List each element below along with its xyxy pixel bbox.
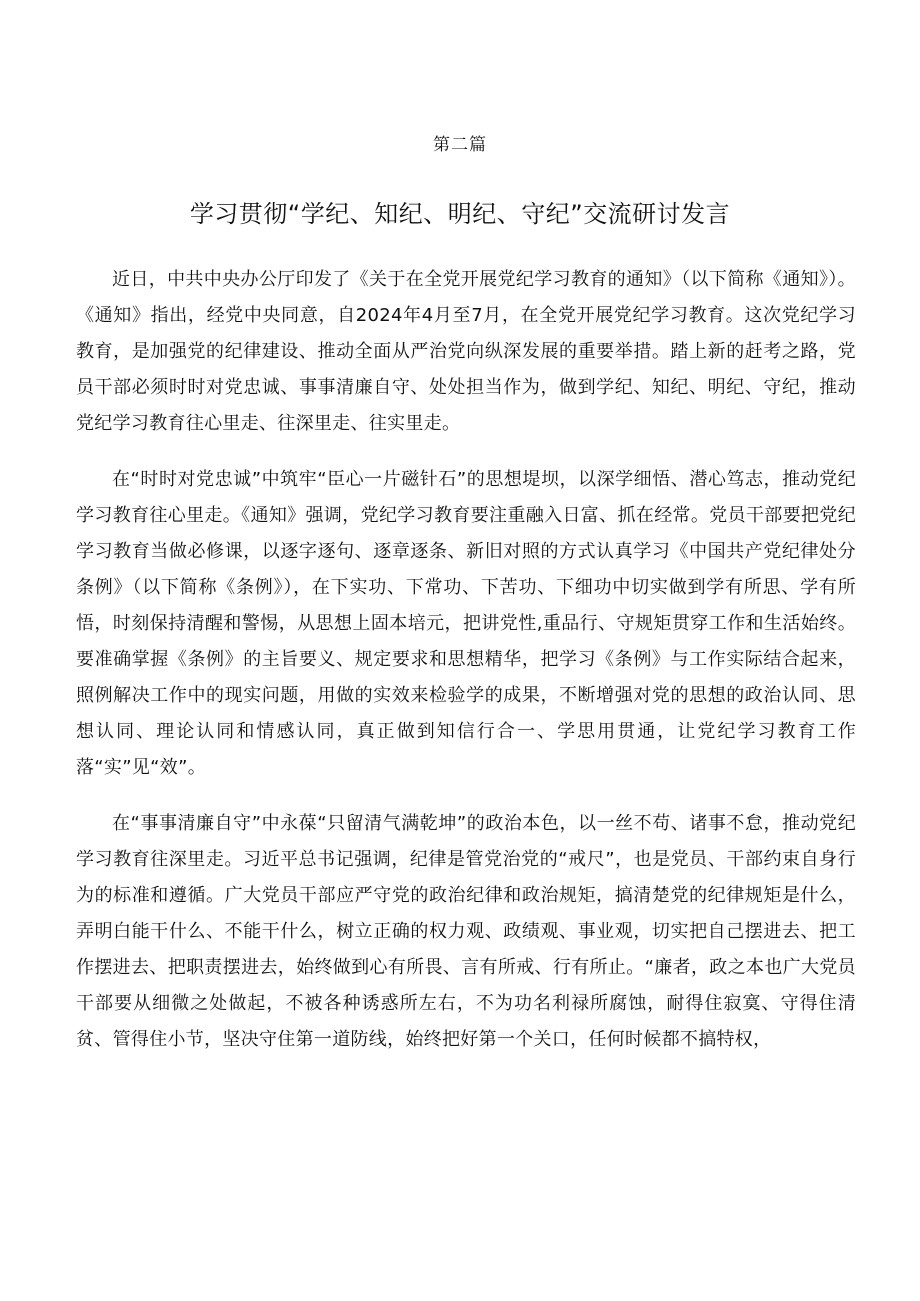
document-title: 学习贯彻“学纪、知纪、明纪、守纪”交流研讨发言: [189, 200, 731, 228]
section-label: 第二篇: [433, 135, 487, 155]
paragraph: 在“事事清廉自守”中永葆“只留清气满乾坤”的政治本色，以一丝不苟、诸事不怠，推动党纪学习教育往深里走。习近平总书记强调，纪律是管党治党的“戒尺”，也是党员、干部约束自身行为的标准和遵循。广大党员干部应严守党的政治纪律和政治规矩，搞清楚党的纪律规矩是什么，弄明白能干什么、不能干什么，树立正确的权力观、政绩观、事业观，切实把自己摆进去、把工作摆进去、把职责摆进去，始终做到心有所畏、言有所戒、行有所止。“廉者，政之本也广大党员干部要从细微之处做起，不被各种诱惑所左右，不为功名利禄所腐蚀，耐得住寂寞、守得住清贫、管得住小节，坚决守住第一道防线，始终把好第一个关口，任何时候都不搞特权，: [76, 813, 856, 1050]
document-body: [76, 262, 856, 1058]
paragraph: 在“时时对党忠诚”中筑牢“臣心一片磁针石”的思想堤坝，以深学细悟、潜心笃志，推动党纪学习教育往心里走。《通知》强调，党纪学习教育要注重融入日富、抓在经常。党员干部要把党纪学习教育当做必修课，以逐字逐句、逐章逐条、新旧对照的方式认真学习《中国共产党纪律处分条例》（以下简称《条例》），在下实功、下常功、下苦功、下细功中切实做到学有所思、学有所悟，时刻保持清醒和警惕，从思想上固本培元，把讲党性,重品行、守规矩贯穿工作和生活始终。要准确掌握《条例》的主旨要义、规定要求和思想精华，把学习《条例》与工作实际结合起来，照例解决工作中的现实问题，用做的实效来检验学的成果，不断增强对党的思想的政治认同、思想认同、理论认同和情感认同，真正做到知信行合一、学思用贯通，让党纪学习教育工作落“实”见“效”。: [76, 469, 856, 778]
paragraph: 近日，中共中央办公厅印发了《关于在全党开展党纪学习教育的通知》（以下简称《通知》）。《通知》指出，经党中央同意，自2024年4月至7月，在全党开展党纪学习教育。这次党纪学习教育，是加强党的纪律建设、推动全面从严治党向纵深发展的重要举措。踏上新的赶考之路，党员干部必须时时对党忠诚、事事清廉自守、处处担当作为，做到学纪、知纪、明纪、守纪，推动党纪学习教育往心里走、往深里走、往实里走。: [76, 269, 856, 434]
